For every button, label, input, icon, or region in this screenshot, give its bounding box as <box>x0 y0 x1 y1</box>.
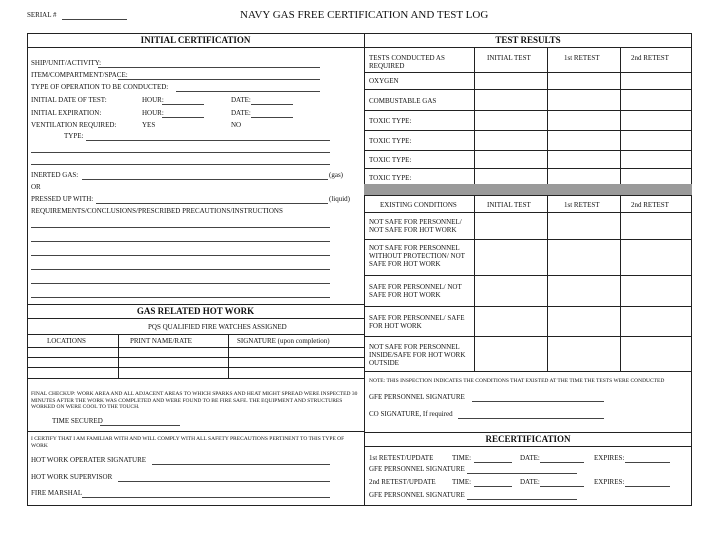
ventilation-yes[interactable]: YES <box>142 121 156 129</box>
requirements-line[interactable] <box>31 297 330 298</box>
fire-marshal-field[interactable] <box>82 497 330 498</box>
inerted-gas-field[interactable] <box>82 179 328 180</box>
date-label-2: DATE: <box>231 109 251 117</box>
oxygen-row: OXYGEN <box>369 77 399 85</box>
inspection-note: NOTE: THIS INSPECTION INDICATES THE CONDITIONS THAT EXISTED AT THE TIME THE TESTS WERE CONDUCTED <box>369 378 665 384</box>
requirements-label: REQUIREMENTS/CONCLUSIONS/PRESCRIBED PRECAUTIONS/INSTRUCTIONS <box>31 207 283 215</box>
condition-row-1: NOT SAFE FOR PERSONNEL/ NOT SAFE FOR HOT WORK <box>369 218 462 234</box>
hour-field-2[interactable] <box>162 117 204 118</box>
recert-date-field-2[interactable] <box>540 486 584 487</box>
retest1-update-label: 1st RETEST/UPDATE <box>369 454 434 462</box>
gfe-signature-field[interactable] <box>472 401 604 402</box>
condition-row-2: NOT SAFE FOR PERSONNEL WITHOUT PROTECTION/ NOT SAFE FOR HOT WORK <box>369 244 465 268</box>
gas-suffix: (gas) <box>329 171 343 179</box>
final-checkup-text: FINAL CHECKUP: WORK AREA AND ALL ADJACENT AREAS TO WHICH SPARKS AND HEAT MIGHT SPREAD WERE INSPECTED 30 MINUTES AFTER THE WORK WAS COMPLETED AND WERE FOUND TO BE FIRE SAFE. THE EQUIPMENT AND STRUCTURES WORKED ON WERE COOL TO THE TOUCH. <box>31 391 358 410</box>
recert-date-field-1[interactable] <box>540 462 584 463</box>
recert-date-label-2: DATE: <box>520 478 540 486</box>
condition-row-4: SAFE FOR PERSONNEL/ SAFE FOR HOT WORK <box>369 314 465 330</box>
hour-label-2: HOUR: <box>142 109 164 117</box>
liquid-suffix: (liquid) <box>329 195 350 203</box>
recert-time-label-1: TIME: <box>452 454 472 462</box>
fire-marshal-label: FIRE MARSHAL <box>31 489 83 497</box>
cond-initial-header: INITIAL TEST <box>487 201 531 209</box>
combustible-gas-row: COMBUSTABLE GAS <box>369 97 437 105</box>
or-label: OR <box>31 183 41 191</box>
item-field[interactable] <box>118 79 320 80</box>
recert-time-field-2[interactable] <box>474 486 512 487</box>
condition-row-5: NOT SAFE FOR PERSONNEL INSIDE/SAFE FOR HOT WORK OUTSIDE <box>369 343 466 367</box>
co-signature-field[interactable] <box>458 418 604 419</box>
supervisor-label: HOT WORK SUPERVISOR <box>31 473 113 481</box>
fire-watch-row[interactable] <box>27 367 364 368</box>
hot-work-heading: GAS RELATED HOT WORK <box>136 306 255 316</box>
initial-exp-label: INITIAL EXPIRATION: <box>31 109 102 117</box>
locations-header: LOCATIONS <box>47 337 86 345</box>
fire-watch-row[interactable] <box>27 357 364 358</box>
retest2-header: 2nd RETEST <box>631 54 669 62</box>
hour-label-1: HOUR: <box>142 96 164 104</box>
page-title: NAVY GAS FREE CERTIFICATION AND TEST LOG <box>240 9 489 21</box>
date-field-1[interactable] <box>251 104 293 105</box>
test-results-heading: TEST RESULTS <box>495 35 561 45</box>
certify-text: I CERTIFY THAT I AM FAMILIAR WITH AND WILL COMPLY WITH ALL SAFETY PRECAUTIONS PERTINENT TO THIS TYPE OF WORK <box>31 436 345 449</box>
requirements-line[interactable] <box>31 255 330 256</box>
type-op-field[interactable] <box>176 91 320 92</box>
serial-field[interactable] <box>62 19 127 20</box>
initial-cert-heading: INITIAL CERTIFICATION <box>140 35 251 45</box>
fire-watch-row[interactable] <box>27 378 364 379</box>
pressed-up-field[interactable] <box>96 203 328 204</box>
print-name-header: PRINT NAME/RATE <box>130 337 192 345</box>
type-field[interactable] <box>86 140 330 141</box>
type-op-label: TYPE OF OPERATION TO BE CONDUCTED: <box>31 83 169 91</box>
recert-date-label-1: DATE: <box>520 454 540 462</box>
ventilation-label: VENTILATION REQUIRED: <box>31 121 117 129</box>
shaded-separator <box>364 184 692 195</box>
pressed-up-label: PRESSED UP WITH: <box>31 195 94 203</box>
operator-signature-label: HOT WORK OPERATER SIGNATURE <box>31 456 147 464</box>
recert-gfe-sig-field-1[interactable] <box>467 473 577 474</box>
ship-field[interactable] <box>98 67 320 68</box>
recert-time-label-2: TIME: <box>452 478 472 486</box>
recert-gfe-sig-label-2: GFE PERSONNEL SIGNATURE <box>369 491 465 499</box>
recert-expires-label-2: EXPIRES: <box>594 478 625 486</box>
type-label: TYPE: <box>64 132 84 140</box>
recert-heading: RECERTIFICATION <box>485 434 571 444</box>
date-label-1: DATE: <box>231 96 251 104</box>
recert-time-field-1[interactable] <box>474 462 512 463</box>
initial-date-label: INITIAL DATE OF TEST: <box>31 96 107 104</box>
supervisor-field[interactable] <box>118 481 330 482</box>
gfe-signature-label: GFE PERSONNEL SIGNATURE <box>369 393 465 401</box>
time-secured-label: TIME SECURED <box>52 417 103 425</box>
co-signature-label: CO SIGNATURE, If required <box>369 410 453 418</box>
initial-test-header: INITIAL TEST <box>487 54 531 62</box>
operator-signature-field[interactable] <box>152 464 330 465</box>
recert-expires-field-1[interactable] <box>625 462 670 463</box>
requirements-line[interactable] <box>31 269 330 270</box>
recert-gfe-sig-label-1: GFE PERSONNEL SIGNATURE <box>369 465 465 473</box>
item-label: ITEM/COMPARTMENT/SPACE: <box>31 71 128 79</box>
recert-expires-label-1: EXPIRES: <box>594 454 625 462</box>
recert-gfe-sig-field-2[interactable] <box>467 499 577 500</box>
cond-retest1-header: 1st RETEST <box>564 201 600 209</box>
type-field-2[interactable] <box>31 152 330 153</box>
retest1-header: 1st RETEST <box>564 54 600 62</box>
signature-header: SIGNATURE (upon completion) <box>237 337 330 345</box>
pqs-label: PQS QUALIFIED FIRE WATCHES ASSIGNED <box>148 323 287 331</box>
cond-retest2-header: 2nd RETEST <box>631 201 669 209</box>
requirements-line[interactable] <box>31 241 330 242</box>
inerted-gas-label: INERTED GAS: <box>31 171 79 179</box>
requirements-line[interactable] <box>31 283 330 284</box>
serial-label: SERIAL # <box>27 11 57 19</box>
tests-conducted-header: TESTS CONDUCTED AS REQUIRED <box>369 54 445 70</box>
ventilation-no[interactable]: NO <box>231 121 242 129</box>
recert-expires-field-2[interactable] <box>625 486 670 487</box>
toxic-type-row: TOXIC TYPE: <box>369 117 412 125</box>
toxic-type-row: TOXIC TYPE: <box>369 174 412 182</box>
condition-row-3: SAFE FOR PERSONNEL/ NOT SAFE FOR HOT WORK <box>369 283 462 299</box>
hour-field-1[interactable] <box>162 104 204 105</box>
retest2-update-label: 2nd RETEST/UPDATE <box>369 478 436 486</box>
ship-label: SHIP/UNIT/ACTIVITY: <box>31 59 102 67</box>
type-field-3[interactable] <box>31 164 330 165</box>
toxic-type-row: TOXIC TYPE: <box>369 137 412 145</box>
toxic-type-row: TOXIC TYPE: <box>369 156 412 164</box>
time-secured-field[interactable] <box>100 425 180 426</box>
date-field-2[interactable] <box>251 117 293 118</box>
existing-conditions-header: EXISTING CONDITIONS <box>380 201 457 209</box>
requirements-line[interactable] <box>31 227 330 228</box>
